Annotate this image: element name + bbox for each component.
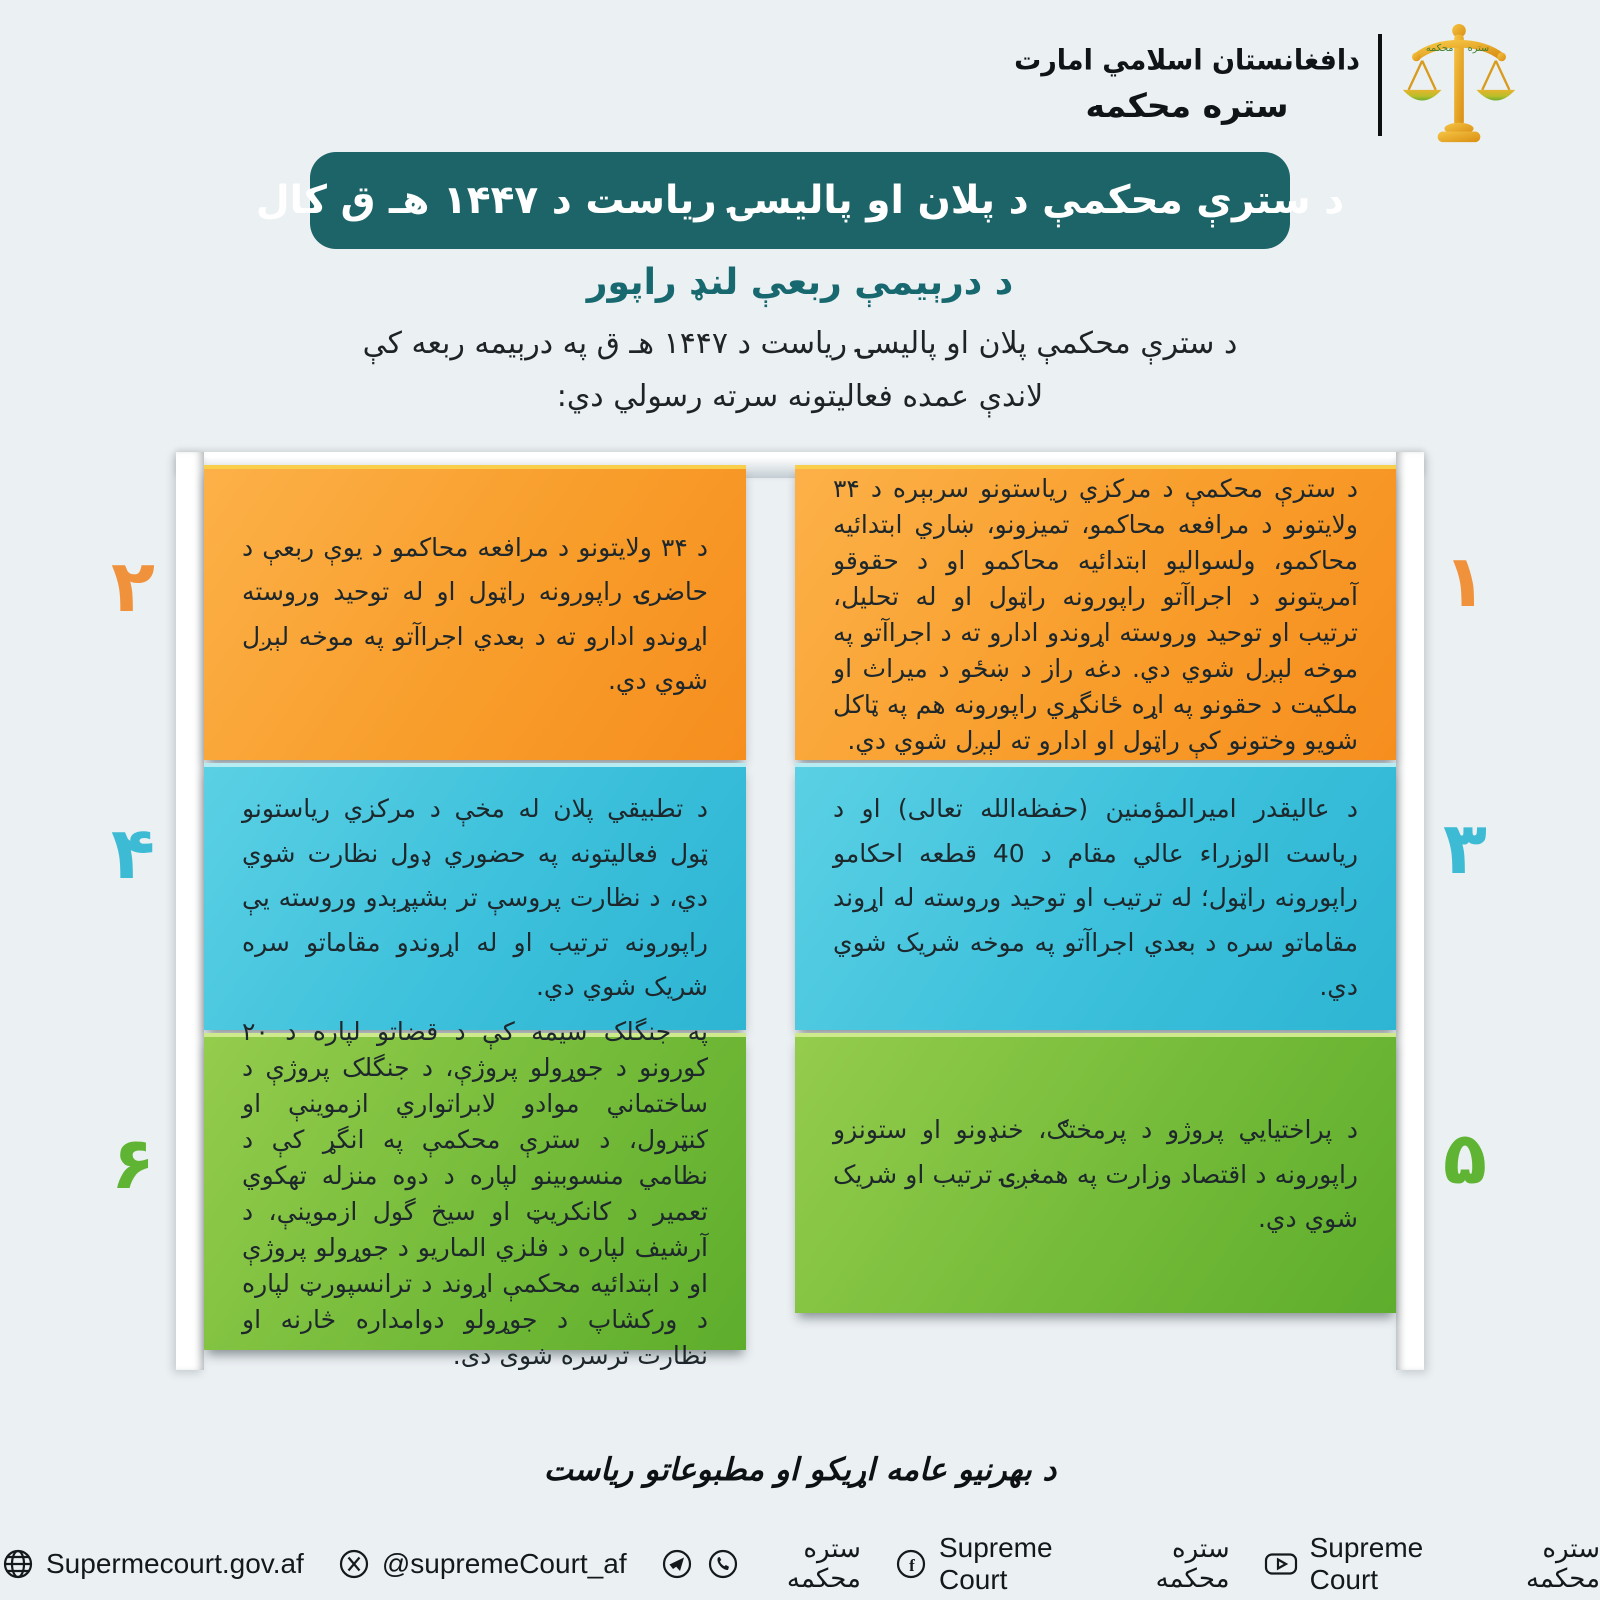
item-number-4: ۴	[111, 811, 155, 895]
activity-box-2	[204, 465, 746, 760]
messaging-label: ستره محکمه	[786, 1534, 861, 1594]
court-title: ستره محکمه	[1085, 86, 1289, 125]
facebook-link	[893, 1532, 1230, 1596]
facebook-label-en: Supreme Court	[938, 1532, 1053, 1595]
item-number-3: ۳	[1443, 806, 1487, 890]
report-title: د سترې محکمې د پلان او پالیسۍ ریاست د ۱۴۴۷ هـ ق کال	[255, 178, 1345, 223]
brand-divider	[1378, 34, 1382, 136]
svg-text:محکمه: محکمه	[1425, 43, 1454, 55]
youtube-icon	[1262, 1546, 1300, 1582]
activity-text-6: په جنگلک سیمه کې د قضاتو لپاره د ۲۰ کورونو د جوړولو پروژې، د جنگلک پروژې د ساختماني موادو لابراتواري ازموینې او کنټرول، د سترې محکمې په انگړ کې د نظامي منسوبینو لپاره د دوه منزله تهکوي تعمیر د کانکریټ او سیخ گول ازموینې، د آرشیف لپاره د فلزي الماریو د جوړولو پروژې او د ابتدائیه محکمې اړوند د ترانسپورټ لپاره د ورکشاپ د جوړولو دوامداره څارنه او نظارت ترسره شوی دی.	[242, 1016, 708, 1370]
activity-text-2: د ۳۴ ولایتونو د مرافعه محاکمو د یوې ربعې د حاضرۍ راپورونه راټول او له توحید وروسته اړوندو ادارو ته د بعدي اجراآتو په موخه لېږل شوي دي.	[242, 532, 708, 695]
report-title-banner	[255, 152, 1345, 249]
activity-box-6	[204, 1016, 746, 1370]
footer-social-bar	[0, 1532, 1600, 1596]
youtube-label-ps: ستره محکمه	[1525, 1534, 1600, 1594]
youtube-label-en: Supreme Court	[1309, 1532, 1424, 1595]
activity-box-5	[795, 1033, 1396, 1313]
telegram-icon	[659, 1546, 695, 1582]
globe-icon	[0, 1546, 36, 1582]
activity-box-3	[795, 763, 1396, 1030]
facebook-icon	[893, 1546, 929, 1582]
item-number-5: ۵	[1443, 1116, 1487, 1200]
x-handle-label: @supremeCourt_af	[381, 1548, 627, 1579]
scales-of-justice-logo	[1400, 22, 1518, 148]
brand-text	[1014, 45, 1360, 125]
whatsapp-icon	[705, 1546, 741, 1582]
sheet-left-edge	[176, 452, 204, 1370]
header-brand	[1014, 22, 1518, 148]
x-icon	[336, 1546, 372, 1582]
activity-text-1: د سترې محکمې د مرکزي ریاستونو سربېره د ۳۴ ولایتونو د مرافعه محاکمو، تمیزونو، ښاري ابتدائیه محاکمو، ولسوالیو ابتدائیه محاکمو او د حقوقو آمریتونو د اجراآتو راپورونه راټول او له تحلیل، ترتیب او توحید وروسته اړوندو ادارو ته د اجراآتو په موخه لېږل شوي دي. دغه راز د ښځو د میراث او ملکیت د حقونو په اړه ځانگړي راپورونه هم په ټاکل شویو وختونو کې راټول او ادارو ته لېږل شوي دي.	[833, 473, 1358, 755]
activity-text-5: د پراختیایي پروژو د پرمختګ، خنډونو او ستونزو راپورونه د اقتصاد وزارت په همغږۍ ترتیب او شریک شوي دي.	[833, 1115, 1358, 1234]
website-label: Supermecourt.gov.af	[46, 1548, 304, 1579]
activity-box-4	[204, 763, 746, 1030]
activity-text-3: د عالیقدر امیرالمؤمنین (حفظه‌الله تعالی) او د ریاست الوزراء عالي مقام د 40 قطعه احکامو راپورونه راټول؛ له ترتیب او توحید وروسته له اړوند مقاماتو سره د بعدي اجراآتو په موخه شریک شوي دي.	[833, 794, 1358, 1002]
item-number-1: ۱	[1443, 539, 1487, 623]
emirate-title: دافغانستان اسلامي امارت	[1014, 44, 1360, 77]
item-number-2: ۲	[111, 544, 155, 628]
youtube-link	[1262, 1532, 1600, 1596]
intro-paragraph: د سترې محکمې پلان او پالیسۍ ریاست د ۱۴۴۷ هـ ق په درېیمه ربعه کې لاندې عمده فعالیتونه سرته رسولي دي:	[362, 326, 1238, 414]
directorate-calligraphy: د بهرنیو عامه اړیکو او مطبوعاتو ریاست	[543, 1452, 1057, 1488]
activity-box-1	[795, 465, 1396, 760]
website-link	[0, 1546, 304, 1582]
x-link	[336, 1546, 627, 1582]
svg-text:ستره: ستره	[1467, 43, 1490, 55]
item-number-6: ۶	[111, 1121, 155, 1205]
activity-text-4: د تطبیقي پلان له مخې د مرکزي ریاستونو ټول فعالیتونه په حضوري ډول نظارت شوي دي، د نظارت پروسې تر بشپړېدو وروسته یې راپورونه ترتیب او له اړوندو مقاماتو سره شریک شوي دي.	[242, 794, 708, 1002]
report-subtitle: د درېیمې ربعې لنډ راپور	[586, 262, 1014, 303]
facebook-label-ps: ستره محکمه	[1155, 1534, 1230, 1594]
svg-text:f: f	[909, 1556, 915, 1575]
messaging-link	[659, 1534, 861, 1594]
